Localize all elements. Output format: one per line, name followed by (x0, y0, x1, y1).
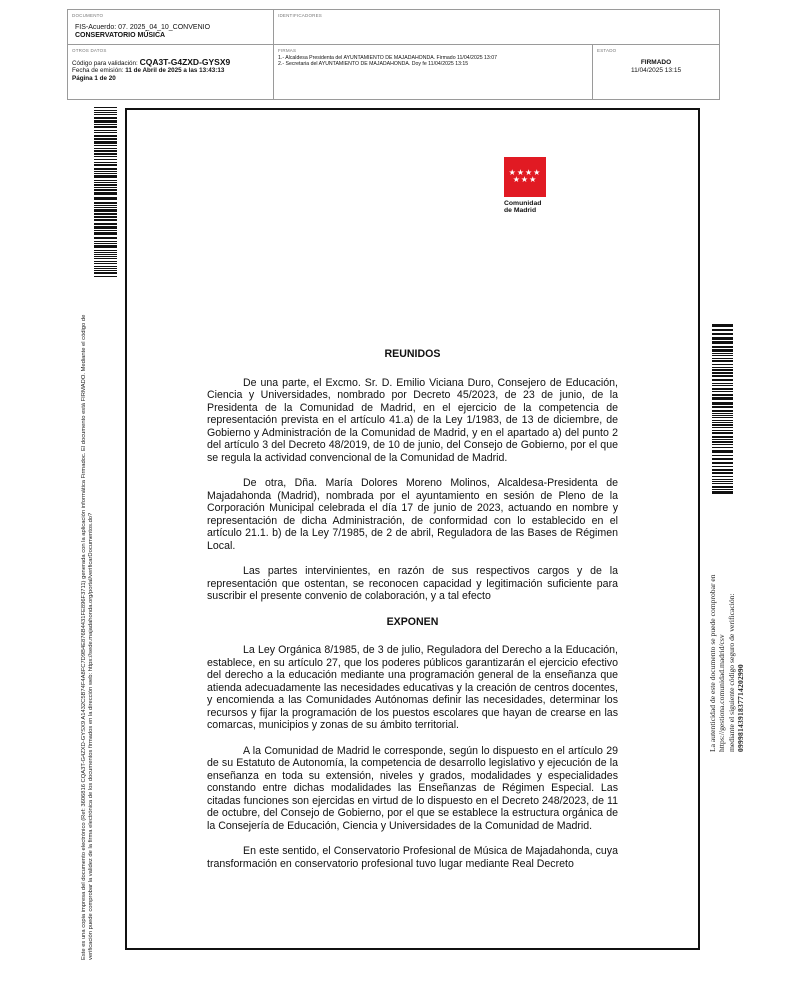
barcode-bar (712, 394, 733, 396)
barcode-bar (712, 341, 733, 344)
barcode-bar (712, 397, 733, 400)
document-body (207, 348, 618, 883)
barcode-bar (94, 241, 117, 242)
barcode-bar (94, 135, 117, 137)
barcode-bar (94, 107, 117, 108)
barcode-bar (712, 364, 733, 365)
heading-exponen: EXPONEN (386, 615, 439, 628)
barcode-bar (712, 444, 733, 445)
barcode-bar (94, 232, 117, 235)
firmas-cell (274, 45, 593, 99)
barcode-bar (94, 184, 117, 186)
barcode-bar (94, 187, 117, 188)
logo-name (504, 200, 546, 215)
left-barcode (94, 107, 117, 277)
barcode-bar (712, 466, 733, 467)
estado-cell (593, 45, 719, 99)
barcode-bar (712, 436, 733, 438)
barcode-bar (94, 171, 117, 172)
right-barcode (712, 324, 733, 494)
barcode-bar (94, 202, 117, 204)
barcode-bar (712, 349, 733, 352)
estado-date: 11/04/2025 13:15 (630, 67, 682, 74)
barcode-bar (712, 333, 733, 335)
barcode-bar (94, 226, 117, 229)
barcode-bar (94, 132, 117, 133)
barcode-bar (712, 324, 733, 327)
right-verification-line3 (727, 517, 746, 752)
barcode-bar (94, 162, 117, 163)
flag-stars: ★★★★ ★★★ (508, 168, 542, 184)
barcode-bar (712, 424, 733, 426)
barcode-bar (712, 367, 733, 368)
validation-code-prefix: Código para validación: (72, 60, 138, 67)
barcode-bar (94, 213, 117, 215)
barcode-bar (94, 130, 117, 131)
firmas-list (278, 55, 588, 68)
barcode-bar (712, 337, 733, 340)
barcode-bar (712, 491, 733, 494)
barcode-bar (712, 385, 733, 386)
barcode-bar (94, 263, 117, 264)
barcode-bar (94, 223, 117, 225)
paragraph-ley-organica: La Ley Orgánica 8/1985, de 3 de julio, Reguladora del Derecho a la Educación, establece, en su artículo 27, que los poderes públicos garantizarán el ejercicio efectivo del derecho a la educación mediante una programación general de la enseñanza que atienda adecuadamente las necesidades educativas y la creación de centros docentes, y encomienda a las Comunidades Autónomas definir las necesidades, determinar los recursos y fijar la programación de los puestos escolares que hayan de crearse en las comarcas, municipios y zonas de su ámbito territorial. (207, 644, 618, 731)
right-verification-text (708, 517, 746, 752)
barcode-bar (94, 112, 117, 113)
barcode-bar (94, 230, 117, 231)
barcode-bar (712, 346, 733, 348)
barcode-bar (94, 245, 117, 248)
barcode-bar (94, 258, 117, 259)
otros-datos-cell (68, 45, 274, 99)
document-page (125, 108, 700, 950)
barcode-bar (94, 216, 117, 218)
barcode-bar (712, 369, 733, 371)
barcode-bar (94, 182, 117, 183)
barcode-bar (712, 450, 733, 453)
barcode-bar (94, 150, 117, 152)
barcode-bar (712, 388, 733, 390)
barcode-bar (712, 469, 733, 471)
barcode-bar (712, 455, 733, 456)
barcode-bar (712, 439, 733, 440)
barcode-bar (94, 270, 117, 271)
left-verification-line2: verificación puede comprobar la validez de la firma electrónica de los documentos firmados en la dirección web: https://sede.majadahonda.org/portal/verificarDocumentos.do? (88, 512, 94, 960)
barcode-bar (94, 141, 117, 144)
barcode-bar (94, 180, 117, 181)
barcode-bar (712, 432, 733, 434)
barcode-bar (94, 164, 117, 166)
barcode-bar (94, 243, 117, 244)
barcode-bar (94, 120, 117, 123)
barcode-bar (94, 207, 117, 208)
barcode-bar (94, 189, 117, 191)
barcode-bar (94, 156, 117, 157)
barcode-bar (712, 383, 733, 384)
barcode-bar (94, 252, 117, 253)
emission-date-line (72, 67, 269, 75)
firmas-label: FIRMAS (278, 48, 297, 53)
barcode-bar (94, 266, 117, 267)
barcode-bar (712, 479, 733, 480)
estado-block (597, 59, 715, 75)
logo-name-line1: Comunidad (504, 200, 542, 207)
documento-label: DOCUMENTO (72, 13, 104, 18)
barcode-bar (712, 355, 733, 356)
barcode-bar (94, 168, 117, 170)
barcode-bar (712, 430, 733, 431)
barcode-bar (94, 159, 117, 160)
barcode-bar (94, 254, 117, 255)
barcode-bar (712, 406, 733, 408)
barcode-bar (712, 375, 733, 377)
right-verification-line1: La autenticidad de este documento se puede comprobar en (708, 574, 717, 752)
emission-date: 11 de Abril de 2025 a las 13:43:13 (125, 67, 225, 74)
barcode-bar (94, 145, 117, 146)
barcode-bar (94, 268, 117, 269)
documento-title (75, 24, 269, 40)
barcode-bar (712, 360, 733, 362)
barcode-bar (94, 110, 117, 111)
documento-line2: CONSERVATORIO MÚSICA (75, 32, 166, 39)
barcode-bar (712, 489, 733, 490)
barcode-bar (712, 472, 733, 474)
identificadores-label: IDENTIFICADORES (278, 13, 323, 18)
validation-code: CQA3T-G4ZXD-GYSX9 (139, 57, 231, 67)
barcode-bar (94, 126, 117, 128)
barcode-bar (94, 209, 117, 212)
barcode-bar (712, 462, 733, 464)
barcode-bar (712, 458, 733, 460)
right-verification-prefix: mediante el siguiente código seguro de verificación: (726, 593, 736, 752)
logo-name-line2: de Madrid (504, 207, 537, 215)
left-verification-text (81, 300, 95, 960)
csv-code: 0999814391837714202990 (736, 664, 746, 752)
barcode-bar (712, 329, 733, 331)
madrid-flag-icon (504, 157, 546, 197)
firma-1: 1.- Alcaldesa Presidenta del AYUNTAMIENTO DE MAJADAHONDA. Firmado 11/04/2025 13:07 (278, 55, 498, 61)
barcode-bar (712, 415, 733, 416)
barcode-bar (94, 117, 117, 119)
barcode-bar (94, 197, 117, 200)
right-verification-line2: https://gestiona.comunidad.madrid/csv (717, 634, 727, 752)
comunidad-madrid-logo (504, 157, 546, 215)
barcode-bar (94, 237, 117, 239)
barcode-bar (712, 481, 733, 482)
barcode-bar (712, 420, 733, 421)
barcode-bar (94, 148, 117, 149)
barcode-bar (94, 272, 117, 274)
document-header (67, 9, 720, 100)
barcode-bar (712, 410, 733, 412)
barcode-bar (94, 114, 117, 115)
barcode-bar (712, 358, 733, 359)
barcode-bar (712, 417, 733, 418)
left-verification-line1: Este es una copia impresa del documento electrónico (Ref: 3606816 CQA3T-G4ZXD-GYSX9 A1432C5B74F4A8FC7D9B4E876B4431FE896F3711) generada con la aplicación informática Firmadoc. El documento está FIRMADO. Mediante el código de (81, 314, 87, 960)
emission-date-prefix: Fecha de emisión: (72, 67, 124, 74)
barcode-bar (712, 486, 733, 488)
barcode-bar (94, 175, 117, 178)
identificadores-cell (274, 10, 719, 45)
barcode-bar (712, 441, 733, 443)
barcode-bar (94, 192, 117, 195)
barcode-bar (712, 413, 733, 414)
barcode-bar (712, 476, 733, 477)
barcode-bar (712, 353, 733, 354)
barcode-bar (712, 402, 733, 405)
barcode-bar (712, 483, 733, 484)
barcode-bar (712, 391, 733, 392)
barcode-bar (712, 447, 733, 448)
barcode-bar (94, 256, 117, 257)
barcode-bar (94, 276, 117, 277)
barcode-bar (712, 379, 733, 381)
paragraph-conservatorio: En este sentido, el Conservatorio Profesional de Música de Majadahonda, cuya transformación en conservatorio profesional tuvo lugar mediante Real Decreto (207, 845, 618, 870)
page-count: Página 1 de 20 (72, 74, 116, 82)
firma-2: 2.- Secretaria del AYUNTAMIENTO DE MAJADAHONDA. Doy fe 11/04/2025 13:15 (278, 61, 469, 68)
barcode-bar (712, 372, 733, 374)
paragraph-comunidad-madrid: A la Comunidad de Madrid le corresponde, según lo dispuesto en el artículo 29 de su Estatuto de Autonomía, la competencia de desarrollo legislativo y ejecución de la enseñanza en toda su extensión, niveles y grados, modalidades y especialidades constando entre dichas modalidades las Enseñanzas de Régimen Especial. Las citadas funciones son ejercidas en virtud de lo dispuesto en el Decreto 248/2023, de 11 de octubre, del Consejo de Gobierno, por el que se establece la estructura orgánica de la Consejería de Educación, Ciencia y Universidades de la Comunidad de Madrid. (207, 744, 618, 832)
barcode-bar (712, 422, 733, 423)
documento-cell (68, 10, 274, 45)
barcode-bar (94, 153, 117, 155)
barcode-bar (94, 124, 117, 125)
estado-value: FIRMADO (640, 59, 672, 66)
paragraph-alcaldesa: De otra, Dña. María Dolores Moreno Molinos, Alcaldesa-Presidenta de Majadahonda (Madrid), nombrada por el ayuntamiento en sesión de Pleno de la Corporación Municipal celebrada el día 17 de junio de 2023, actuando en nombre y representación de dicha Administración, de conformidad con lo establecido en el artículo 21.1. b) de la Ley 7/1985, de 2 de abril, Reguladora de las Bases de Régimen Local. (207, 477, 618, 552)
validation-code-line (72, 57, 269, 67)
paragraph-partes: Las partes intervinientes, en razón de sus respectivos cargos y de la representación que ostentan, se reconocen capacidad y legitimación suficiente para suscribir el presente convenio de colaboración, y a tal efecto (207, 565, 618, 602)
barcode-bar (94, 261, 117, 262)
heading-reunidos: REUNIDOS (384, 348, 441, 360)
barcode-bar (94, 205, 117, 206)
paragraph-consejero: De una parte, el Excmo. Sr. D. Emilio Viciana Duro, Consejero de Educación, Ciencia y Universidades, nombrado por Decreto 45/2023, de 23 de junio, de la Presidenta de la Comunidad de Madrid, en el ejercicio de la competencia de representación prevista en el artículo 41.a) de la Ley 1/1983, de 13 de diciembre, de Gobierno y Administración de la Comunidad de Madrid, y en el apartado a) del punto 2 del artículo 3 del Decreto 48/2019, de 10 de junio, del Consejo de Gobierno, por el que se regula la actividad convencional de la Comunidad de Madrid. (207, 376, 618, 464)
barcode-bar (712, 427, 733, 428)
barcode-bar (94, 219, 117, 221)
estado-label: ESTADO (597, 48, 617, 53)
barcode-bar (94, 250, 117, 251)
barcode-bar (94, 138, 117, 140)
barcode-bar (94, 173, 117, 174)
documento-prefix: FIS-Acuerdo: 07. 2025_04_10_CONVENIO (75, 24, 211, 31)
otros-datos-label: OTROS DATOS (72, 48, 107, 53)
